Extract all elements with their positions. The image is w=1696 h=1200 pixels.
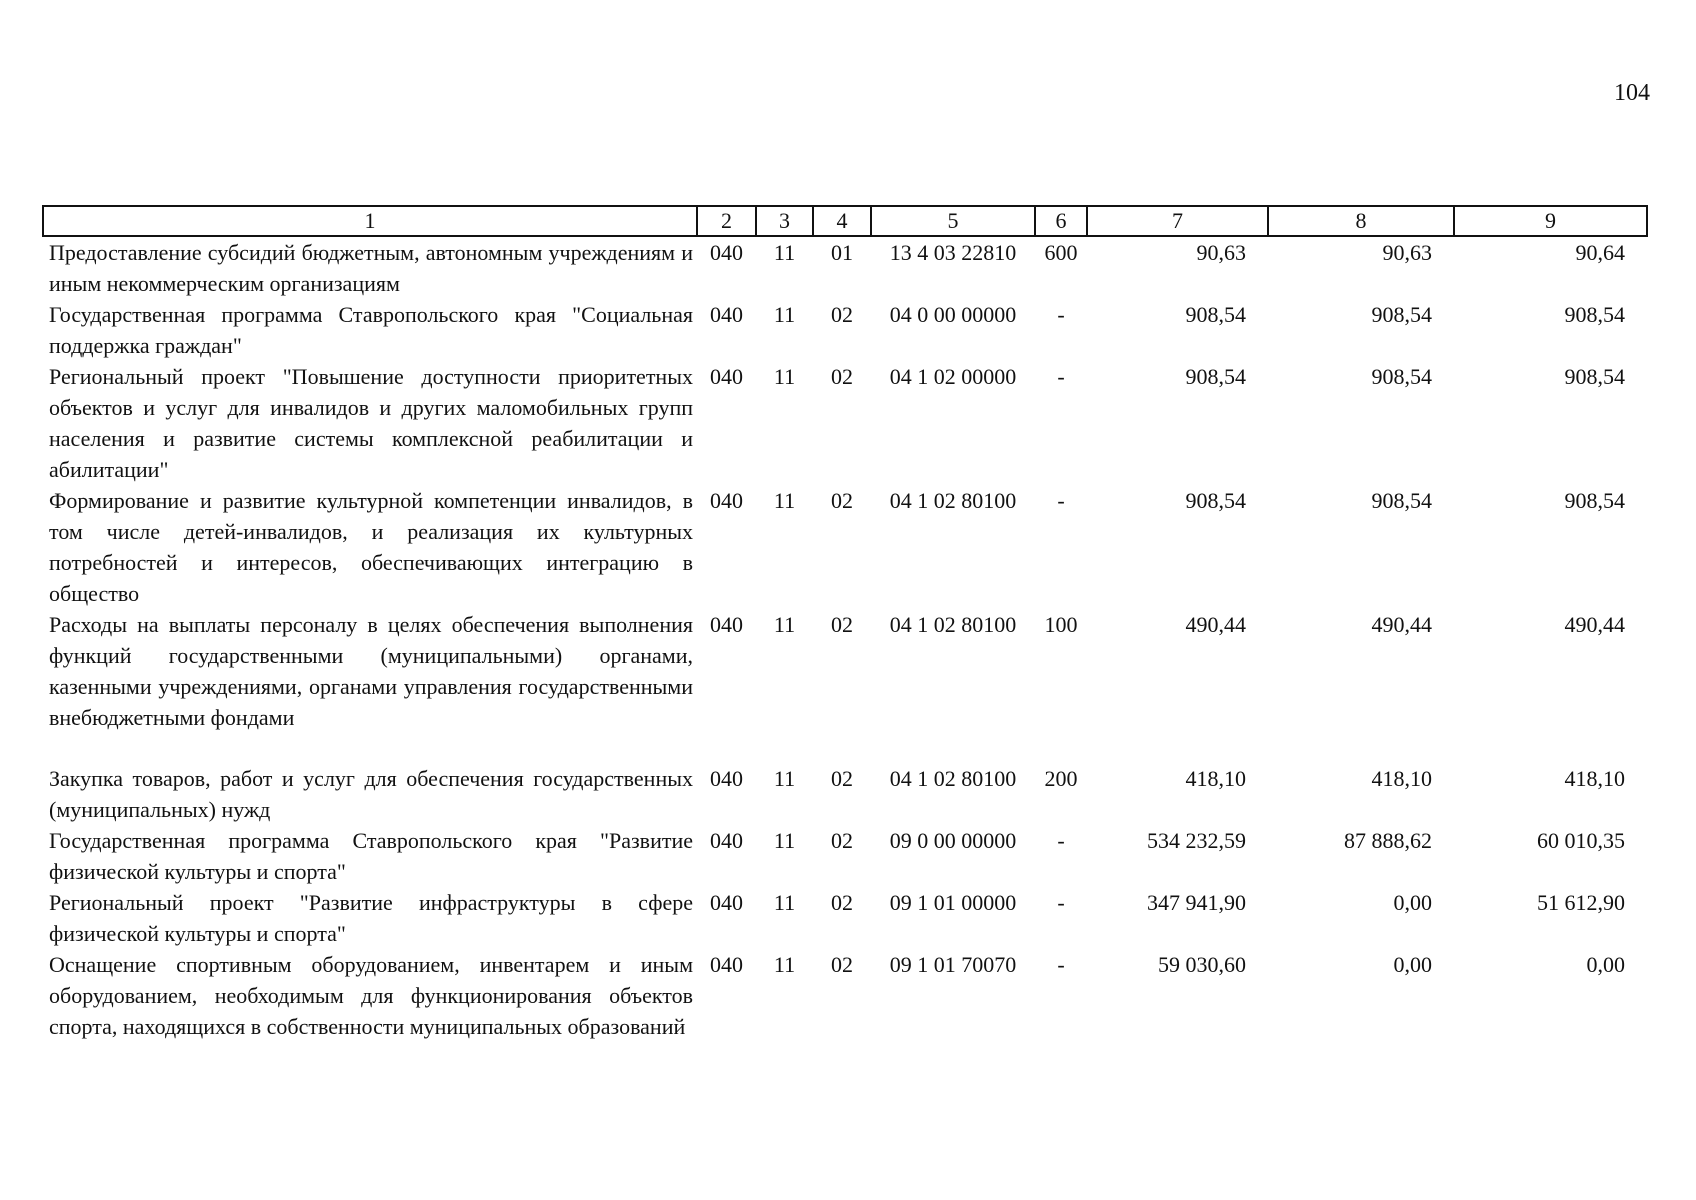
row-name: Формирование и развитие культурной компетенции инвалидов, в том числе детей-инвалидов, и реализация их культурных потребностей и интересов, обеспечивающих интеграцию в общество xyxy=(49,488,693,606)
cell-amount: 0,00 xyxy=(1586,952,1625,977)
table-row xyxy=(43,825,1647,887)
cell-amount: 0,00 xyxy=(1393,890,1432,915)
row-spacer xyxy=(43,733,1647,763)
cell-code: 04 1 02 00000 xyxy=(889,364,1017,389)
cell-code: 600 xyxy=(1044,240,1078,265)
cell-code: 01 xyxy=(831,240,853,265)
cell-code: 040 xyxy=(710,488,743,513)
cell-code: 09 0 00 00000 xyxy=(889,828,1017,853)
table-row xyxy=(43,236,1647,299)
cell-code: - xyxy=(1057,890,1065,915)
cell-amount: 908,54 xyxy=(1371,364,1432,389)
cell-code: 02 xyxy=(831,952,853,977)
cell-code: 09 1 01 70070 xyxy=(889,952,1017,977)
cell-code: 11 xyxy=(773,364,796,389)
column-header: 2 xyxy=(697,206,756,236)
table-row xyxy=(43,485,1647,609)
cell-amount: 908,54 xyxy=(1371,302,1432,327)
cell-amount: 87 888,62 xyxy=(1344,828,1432,853)
cell-code: 11 xyxy=(773,302,796,327)
table-row xyxy=(43,609,1647,733)
table-row xyxy=(43,949,1647,1042)
cell-amount: 51 612,90 xyxy=(1537,890,1625,915)
row-name: Расходы на выплаты персоналу в целях обеспечения выполнения функций государственными (муниципальными) органами, казенными учреждениями, органами управления государственными внебюджетными фондами xyxy=(49,612,693,730)
cell-amount: 347 941,90 xyxy=(1147,890,1246,915)
row-name: Региональный проект "Повышение доступности приоритетных объектов и услуг для инвалидов и других маломобильных групп населения и развитие системы комплексной реабилитации и абилитации" xyxy=(49,364,693,482)
table-header-row xyxy=(43,206,1647,236)
cell-code: 02 xyxy=(831,890,853,915)
cell-amount: 60 010,35 xyxy=(1537,828,1625,853)
cell-code: 02 xyxy=(831,488,853,513)
table-row xyxy=(43,887,1647,949)
cell-amount: 59 030,60 xyxy=(1158,952,1246,977)
column-header: 7 xyxy=(1087,206,1268,236)
column-header: 3 xyxy=(756,206,813,236)
row-name: Региональный проект "Развитие инфраструктуры в сфере физической культуры и спорта" xyxy=(49,890,693,946)
cell-code: 02 xyxy=(831,364,853,389)
cell-amount: 490,44 xyxy=(1371,612,1432,637)
cell-code: 11 xyxy=(773,488,796,513)
page-number: 104 xyxy=(1614,80,1650,106)
cell-amount: 908,54 xyxy=(1564,488,1625,513)
cell-code: 11 xyxy=(773,890,796,915)
column-header: 5 xyxy=(871,206,1035,236)
cell-code: 11 xyxy=(773,612,796,637)
column-header: 9 xyxy=(1454,206,1647,236)
cell-code: 11 xyxy=(773,240,796,265)
table-row xyxy=(43,763,1647,825)
cell-code: 11 xyxy=(773,828,796,853)
cell-code: 040 xyxy=(710,828,743,853)
table-row xyxy=(43,361,1647,485)
column-header: 4 xyxy=(813,206,871,236)
row-name: Оснащение спортивным оборудованием, инвентарем и иным оборудованием, необходимым для функционирования объектов спорта, находящихся в собственности муниципальных образований xyxy=(49,952,693,1039)
cell-code: 02 xyxy=(831,828,853,853)
cell-amount: 90,64 xyxy=(1575,240,1625,265)
cell-code: 02 xyxy=(831,612,853,637)
cell-code: 04 1 02 80100 xyxy=(889,766,1017,791)
cell-code: 040 xyxy=(710,766,743,791)
row-name: Закупка товаров, работ и услуг для обеспечения государственных (муниципальных) нужд xyxy=(49,766,693,822)
cell-code: 02 xyxy=(831,766,853,791)
row-name: Предоставление субсидий бюджетным, автономным учреждениям и иным некоммерческим организациям xyxy=(49,240,693,296)
cell-amount: 490,44 xyxy=(1185,612,1246,637)
cell-code: 040 xyxy=(710,890,743,915)
column-header: 8 xyxy=(1268,206,1454,236)
cell-amount: 908,54 xyxy=(1185,364,1246,389)
cell-amount: 908,54 xyxy=(1185,302,1246,327)
cell-code: 04 1 02 80100 xyxy=(889,488,1017,513)
cell-code: 040 xyxy=(710,364,743,389)
cell-code: 040 xyxy=(710,302,743,327)
cell-amount: 908,54 xyxy=(1564,302,1625,327)
cell-amount: 418,10 xyxy=(1564,766,1625,791)
cell-code: 04 0 00 00000 xyxy=(889,302,1017,327)
column-header: 6 xyxy=(1035,206,1087,236)
table-row xyxy=(43,299,1647,361)
spacer-cell xyxy=(43,733,1647,763)
cell-code: 09 1 01 00000 xyxy=(889,890,1017,915)
cell-amount: 418,10 xyxy=(1185,766,1246,791)
cell-code: 13 4 03 22810 xyxy=(889,240,1017,265)
cell-code: 040 xyxy=(710,240,743,265)
cell-code: - xyxy=(1057,828,1065,853)
cell-code: - xyxy=(1057,364,1065,389)
cell-code: 040 xyxy=(710,952,743,977)
row-name: Государственная программа Ставропольского края "Социальная поддержка граждан" xyxy=(49,302,693,358)
cell-amount: 908,54 xyxy=(1564,364,1625,389)
cell-amount: 90,63 xyxy=(1382,240,1432,265)
column-header: 1 xyxy=(43,206,697,236)
cell-amount: 490,44 xyxy=(1564,612,1625,637)
cell-code: 100 xyxy=(1044,612,1078,637)
cell-amount: 90,63 xyxy=(1196,240,1246,265)
cell-code: 11 xyxy=(773,766,796,791)
cell-amount: 534 232,59 xyxy=(1147,828,1246,853)
cell-code: 02 xyxy=(831,302,853,327)
row-name: Государственная программа Ставропольского края "Развитие физической культуры и спорта" xyxy=(49,828,693,884)
cell-code: 040 xyxy=(710,612,743,637)
budget-table xyxy=(42,205,1648,1042)
cell-amount: 418,10 xyxy=(1371,766,1432,791)
cell-amount: 908,54 xyxy=(1371,488,1432,513)
cell-code: - xyxy=(1057,952,1065,977)
cell-code: - xyxy=(1057,302,1065,327)
cell-code: 04 1 02 80100 xyxy=(889,612,1017,637)
cell-amount: 908,54 xyxy=(1185,488,1246,513)
cell-code: - xyxy=(1057,488,1065,513)
cell-code: 200 xyxy=(1044,766,1078,791)
cell-amount: 0,00 xyxy=(1393,952,1432,977)
cell-code: 11 xyxy=(773,952,796,977)
